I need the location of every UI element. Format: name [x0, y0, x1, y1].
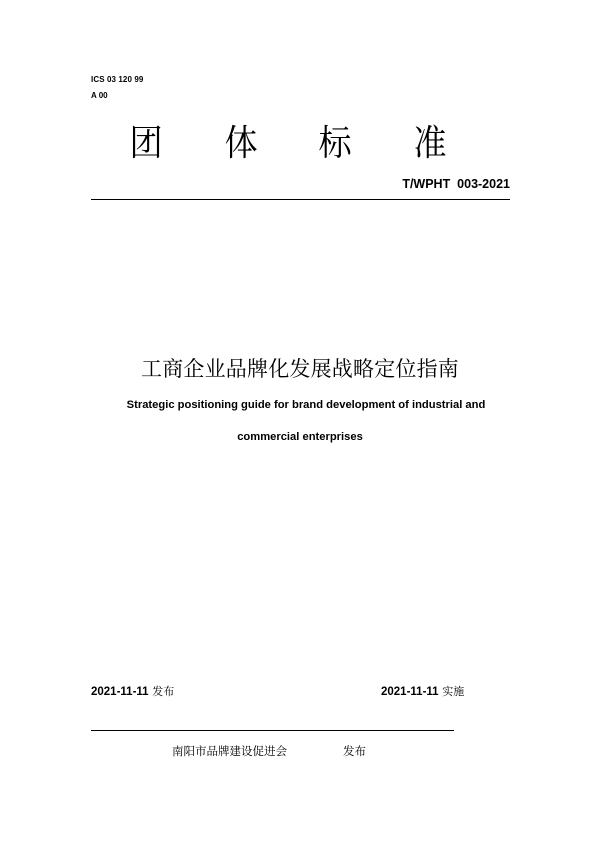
standard-number: T/WPHT 003-2021	[402, 177, 510, 191]
footer-divider	[91, 730, 454, 731]
implement-date	[381, 683, 464, 700]
document-title-chinese: 工商企业品牌化发展战略定位指南	[141, 357, 459, 381]
publish-date	[91, 683, 174, 700]
document-title-english-line2: commercial enterprises	[237, 431, 363, 443]
implement-date-label: 实施	[442, 685, 465, 698]
title-char: 标	[318, 123, 352, 164]
implement-date-value: 2021-11-11	[381, 686, 439, 698]
title-char: 体	[224, 123, 258, 164]
ics-code: ICS 03 120 99	[91, 75, 144, 84]
issuer-action: 发布	[343, 744, 366, 758]
title-char: 准	[413, 123, 447, 164]
title-char: 团	[129, 123, 163, 164]
standard-type-title	[128, 122, 448, 166]
category-code: A 00	[91, 91, 108, 100]
publish-date-value: 2021-11-11	[91, 686, 149, 698]
issuer-name: 南阳市品牌建设促进会	[172, 744, 287, 758]
publish-date-label: 发布	[152, 685, 175, 698]
document-title-english-line1: Strategic positioning guide for brand development of industrial and	[126, 399, 486, 411]
header-divider	[91, 199, 510, 200]
